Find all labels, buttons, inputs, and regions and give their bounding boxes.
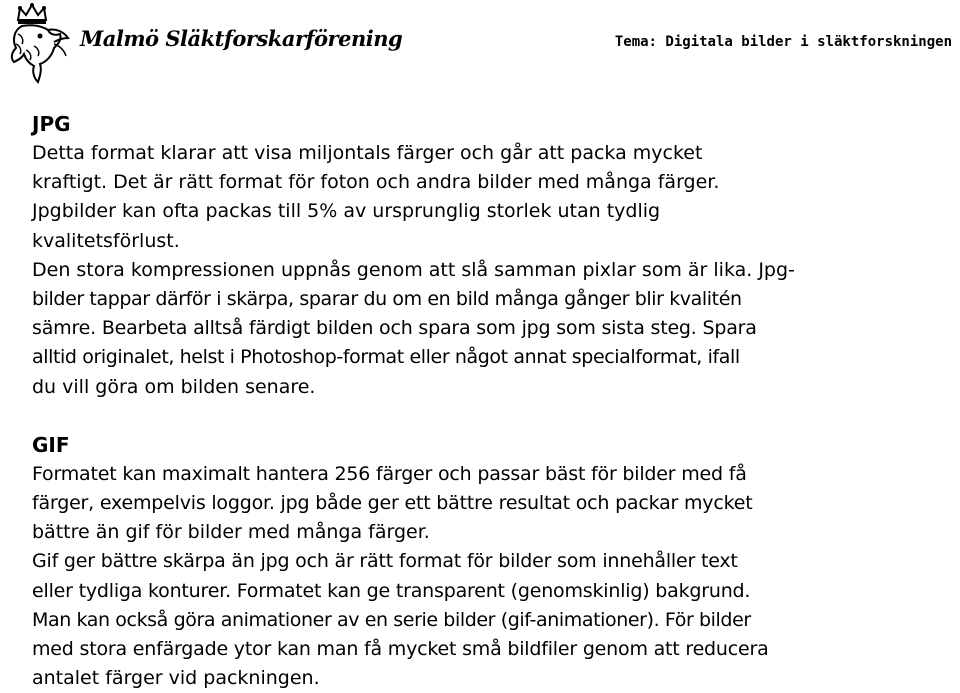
text-line: antalet färger vid packningen. bbox=[32, 667, 320, 690]
text-line: Den stora kompressionen uppnås genom att slå samman pixlar som är lika. Jpg- bbox=[32, 258, 795, 281]
section-spacer bbox=[32, 402, 932, 431]
text-line: eller tydliga konturer. Formatet kan ge transparent (genomskinlig) bakgrund. bbox=[32, 579, 751, 602]
jpg-text bbox=[32, 139, 932, 402]
organization-name: Malmö Släktforskarförening bbox=[80, 26, 403, 51]
text-line: Jpgbilder kan ofta packas till 5% av ursprunglig storlek utan tydlig bbox=[32, 200, 661, 223]
text-line: kraftigt. Det är rätt format för foton och andra bilder med många färger. bbox=[32, 171, 720, 194]
text-line: sämre. Bearbeta alltså färdigt bilden och spara som jpg som sista steg. Spara bbox=[32, 317, 757, 340]
text-line: kvalitetsförlust. bbox=[32, 229, 180, 252]
text-line: Man kan också göra animationer av en serie bilder (gif-animationer). För bilder bbox=[32, 608, 751, 631]
text-line: färger, exempelvis loggor. jpg både ger ett bättre resultat och packar mycket bbox=[32, 492, 753, 515]
section-heading-gif: GIF bbox=[32, 432, 70, 457]
text-line: alltid originalet, helst i Photoshop-format eller något annat specialformat, ifall bbox=[32, 346, 740, 369]
gif-section bbox=[32, 431, 932, 693]
page-header bbox=[0, 0, 960, 90]
text-line: Detta format klarar att visa miljontals färger och går att packa mycket bbox=[32, 142, 703, 164]
griffin-crest-logo bbox=[4, 0, 76, 84]
text-line: Formatet kan maximalt hantera 256 färger och passar bäst för bilder med få bbox=[32, 462, 747, 485]
text-line: bilder tappar därför i skärpa, sparar du om en bild många gånger blir kvalitén bbox=[32, 288, 742, 311]
text-line: med stora enfärgade ytor kan man få mycket små bildfiler genom att reducera bbox=[32, 638, 769, 661]
text-line: du vill göra om bilden senare. bbox=[32, 375, 316, 398]
gif-text bbox=[32, 460, 932, 693]
section-heading-jpg: JPG bbox=[32, 112, 71, 136]
jpg-section bbox=[32, 110, 932, 402]
document-body bbox=[32, 110, 932, 693]
text-line: bättre än gif för bilder med många färger. bbox=[32, 521, 430, 544]
document-theme: Tema: Digitala bilder i släktforskningen bbox=[614, 34, 952, 50]
text-line: Gif ger bättre skärpa än jpg och är rätt format för bilder som innehåller text bbox=[32, 550, 738, 573]
